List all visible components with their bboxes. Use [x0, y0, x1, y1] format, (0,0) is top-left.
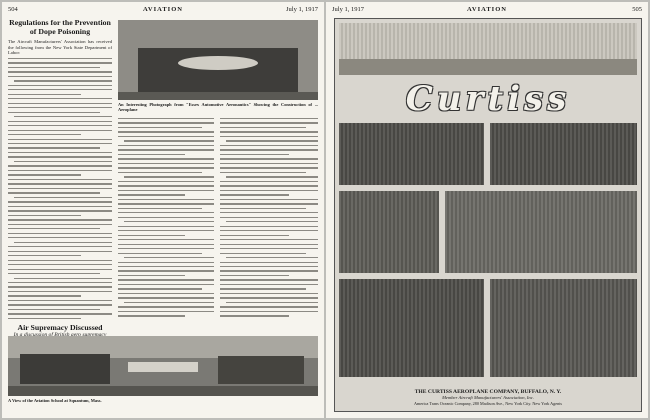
ad-photo-hangar-floor [490, 279, 637, 377]
right-running-head [332, 6, 642, 16]
page-number: 504 [8, 6, 18, 13]
hangar-photo [118, 20, 318, 100]
left-page [2, 2, 324, 418]
aviation-school-photo [8, 336, 318, 396]
issue-date: July 1, 1917 [332, 6, 364, 13]
ad-company-name: THE CURTISS AEROPLANE COMPANY, BUFFALO, N. Y. [414, 389, 562, 395]
article-title: Air Supremacy Discussed [17, 323, 103, 333]
page-number: 505 [632, 6, 642, 13]
ad-factory-banner-photo [339, 23, 637, 75]
article-intro: The Aircraft Manufacturers' Association has received the following from the New York State Department of Labor: [8, 39, 112, 56]
ad-photo-aeroplane-line [445, 191, 637, 273]
article-title: Regulations for the Prevention of Dope Poisoning [9, 18, 111, 36]
ad-photo-engine-shop [339, 191, 439, 273]
left-column-2 [118, 118, 214, 340]
ad-member-line: Member Aircraft Manufacturers' Association, Inc. [442, 395, 534, 400]
ad-photo-assembly-hall [339, 123, 484, 185]
article-body [8, 58, 112, 319]
left-running-head [8, 6, 318, 16]
issue-date: July 1, 1917 [286, 6, 318, 13]
ad-branches: America Trans Oceanic Company, 280 Madison Ave., New York City. New York Agents [413, 401, 563, 406]
ad-photo-wing-shop [490, 123, 637, 185]
ad-footer [335, 389, 641, 407]
curtiss-logo: Curtiss [405, 79, 571, 119]
photo-caption: A View of the Aviation School at Squantum, Mass. [8, 398, 102, 403]
right-page [326, 2, 648, 418]
journal-title: AVIATION [467, 6, 507, 13]
ad-photo-fuselage-floor [339, 279, 484, 377]
left-column-3 [220, 118, 318, 340]
photo-caption: An Interesting Photograph from "Essex Automotive Aeronautics" Showing the Construction of ... Aeroplane [118, 102, 318, 113]
journal-title: AVIATION [143, 6, 183, 13]
curtiss-advertisement [334, 18, 642, 412]
